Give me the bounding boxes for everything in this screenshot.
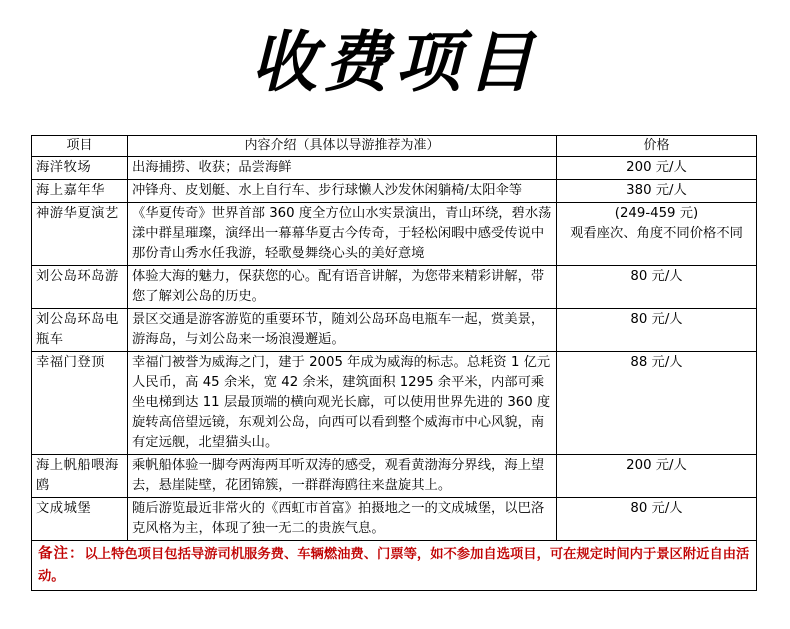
row-price: 80 元/人 bbox=[557, 266, 757, 309]
row-description: 出海捕捞、收获；品尝海鲜 bbox=[128, 157, 557, 180]
row-description: 随后游览最近非常火的《西虹市首富》拍摄地之一的文成城堡，以巴洛克风格为主，体现了独一无二的贵族气息。 bbox=[128, 498, 557, 541]
row-price: 200 元/人 bbox=[557, 157, 757, 180]
table-row bbox=[32, 157, 757, 180]
note-label: 备注： bbox=[38, 546, 85, 562]
header-price: 价格 bbox=[557, 136, 757, 157]
page-title: 收费项目 bbox=[251, 24, 539, 101]
row-item: 神游华夏演艺 bbox=[32, 203, 128, 266]
row-description: 幸福门被誉为威海之门，建于 2005 年成为威海的标志。总耗资 1 亿元人民币，高 45 余米，宽 42 余米，建筑面积 1295 余平米，内部可乘坐电梯到达 11 层最顶端的横向观光长廊，可以使用世界先进的 360 度旋转高倍望远镜，东观刘公岛，向西可以看到整个威海市中心风貌，南有定远舰，北望猫头山。 bbox=[128, 352, 557, 455]
row-description: 《华夏传奇》世界首部 360 度全方位山水实景演出，青山环绕，碧水荡漾中群星璀璨，演绎出一幕幕华夏古今传奇，于轻松闲暇中感受传说中那份青山秀水任我游，轻歌曼舞绕心头的美好意境 bbox=[128, 203, 557, 266]
row-description: 体验大海的魅力，保获您的心。配有语音讲解，为您带来精彩讲解，带您了解刘公岛的历史。 bbox=[128, 266, 557, 309]
row-item: 幸福门登顶 bbox=[32, 352, 128, 455]
table-header-row bbox=[32, 136, 757, 157]
table-row bbox=[32, 498, 757, 541]
table-row bbox=[32, 352, 757, 455]
note-row bbox=[32, 541, 757, 591]
header-description: 内容介绍（具体以导游推荐为准） bbox=[128, 136, 557, 157]
row-description: 冲锋舟、皮划艇、水上自行车、步行球懒人沙发休闲躺椅/太阳伞等 bbox=[128, 180, 557, 203]
row-item: 刘公岛环岛游 bbox=[32, 266, 128, 309]
row-item: 海上帆船喂海鸥 bbox=[32, 455, 128, 498]
row-item: 文成城堡 bbox=[32, 498, 128, 541]
row-description: 乘帆船体验一脚夸两海两耳听双涛的感受，观看黄渤海分界线，海上望去，悬崖陡壁，花团锦簇，一群群海鸥往来盘旋其上。 bbox=[128, 455, 557, 498]
table-row bbox=[32, 309, 757, 352]
row-price: 380 元/人 bbox=[557, 180, 757, 203]
table-row bbox=[32, 266, 757, 309]
row-item: 刘公岛环岛电瓶车 bbox=[32, 309, 128, 352]
row-item: 海上嘉年华 bbox=[32, 180, 128, 203]
row-item: 海洋牧场 bbox=[32, 157, 128, 180]
table-row bbox=[32, 455, 757, 498]
fee-table bbox=[31, 135, 757, 591]
row-price: (249-459 元) 观看座次、角度不同价格不同 bbox=[557, 203, 757, 266]
row-price: 200 元/人 bbox=[557, 455, 757, 498]
note-cell bbox=[32, 541, 757, 591]
row-price: 80 元/人 bbox=[557, 498, 757, 541]
table-row bbox=[32, 180, 757, 203]
row-price: 80 元/人 bbox=[557, 309, 757, 352]
row-description: 景区交通是游客游览的重要环节，随刘公岛环岛电瓶车一起，赏美景，游海岛，与刘公岛来一场浪漫邂逅。 bbox=[128, 309, 557, 352]
table-row bbox=[32, 203, 757, 266]
header-item: 项目 bbox=[32, 136, 128, 157]
row-price: 88 元/人 bbox=[557, 352, 757, 455]
note-text: 以上特色项目包括导游司机服务费、车辆燃油费、门票等，如不参加自选项目，可在规定时间内于景区附近自由活动。 bbox=[38, 547, 750, 584]
